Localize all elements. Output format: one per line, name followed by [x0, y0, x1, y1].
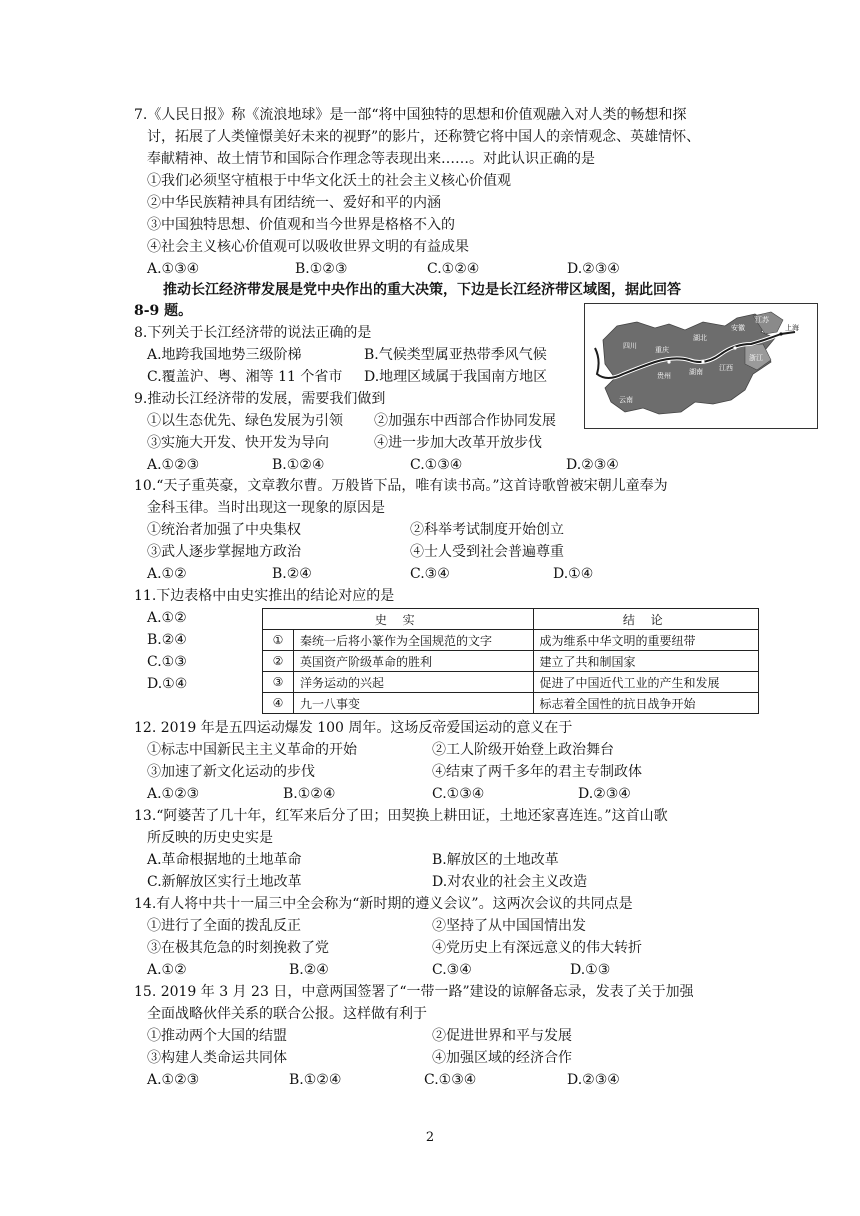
- intro-8-9-line1: 推动长江经济带发展是党中央作出的重大决策，下边是长江经济带区域图，据此回答: [163, 282, 681, 298]
- q10-item-1: ①统治者加强了中央集权: [147, 522, 301, 538]
- q14-option-c: C.③④: [432, 962, 472, 978]
- q11-option-c: C.①③: [147, 654, 187, 670]
- q15-option-c: C.①③④: [424, 1072, 477, 1088]
- q14-item-4: ④党历史上有深远意义的伟大转折: [432, 940, 642, 956]
- q8-option-d: D.地理区域属于我国南方地区: [364, 369, 548, 385]
- map-label-jiangxi: 江西: [719, 364, 733, 372]
- q9-item-4: ④进一步加大改革开放步伐: [374, 435, 542, 451]
- table-row: [263, 672, 759, 693]
- q7-stem-line2: 讨，拓展了人类憧憬美好未来的视野”的影片，还称赞它将中国人的亲情观念、英雄情怀、: [147, 129, 701, 145]
- q7-item-3: ③中国独特思想、价值观和当今世界是格格不入的: [147, 217, 455, 233]
- q12-option-b: B.①②④: [283, 786, 336, 802]
- q14-option-b: B.②④: [289, 962, 329, 978]
- q11-option-a: A.①②: [147, 610, 187, 626]
- q11-option-d: D.①④: [147, 676, 188, 692]
- q14-stem: 14.有人将中共十一届三中全会称为“新时期的遵义会议”。这两次会议的共同点是: [134, 896, 633, 912]
- q13-stem-line2: 所反映的历史史实是: [147, 830, 273, 846]
- q7-option-b: B.①②③: [295, 261, 348, 277]
- table-cell-fact: 英国资产阶级革命的胜利: [294, 651, 534, 672]
- q14-item-2: ②坚持了从中国国情出发: [432, 918, 586, 934]
- q15-option-a: A.①②③: [147, 1072, 200, 1088]
- q10-option-b: B.②④: [272, 566, 312, 582]
- q12-item-1: ①标志中国新民主主义革命的开始: [147, 742, 357, 758]
- q7-item-4: ④社会主义核心价值观可以吸收世界文明的有益成果: [147, 239, 469, 255]
- q7-option-a: A.①③④: [147, 261, 200, 277]
- table-row-number: ③: [263, 672, 294, 693]
- q9-option-c: C.①③④: [410, 457, 463, 473]
- table-row: [263, 630, 759, 651]
- map-label-shanghai: 上海: [785, 324, 799, 332]
- q7-stem-line3: 奉献精神、故土情节和国际合作理念等表现出来……。对此认识正确的是: [147, 151, 595, 167]
- table-header-fact: 史 实: [263, 609, 534, 630]
- q13-option-b: B.解放区的土地改革: [432, 852, 559, 868]
- table-cell-fact: 洋务运动的兴起: [294, 672, 534, 693]
- q15-option-d: D.②③④: [567, 1072, 620, 1088]
- q10-option-a: A.①②: [147, 566, 187, 582]
- q12-option-d: D.②③④: [578, 786, 631, 802]
- intro-8-9-line2: 8-9 题。: [134, 303, 193, 319]
- q12-item-4: ④结束了两千多年的君主专制政体: [432, 764, 642, 780]
- table-row-number: ②: [263, 651, 294, 672]
- map-label-chongqing: 重庆: [655, 346, 669, 354]
- q15-item-4: ④加强区域的经济合作: [432, 1050, 572, 1066]
- map-label-guizhou: 贵州: [657, 372, 671, 380]
- table-cell-conclusion: 标志着全国性的抗日战争开始: [533, 693, 759, 714]
- q11-stem: 11.下边表格中由史实推出的结论对应的是: [134, 588, 395, 604]
- q9-option-a: A.①②③: [147, 457, 200, 473]
- table-row: [263, 693, 759, 714]
- q14-item-1: ①进行了全面的拨乱反正: [147, 918, 301, 934]
- q10-item-3: ③武人逐步掌握地方政治: [147, 544, 301, 560]
- q11-option-b: B.②④: [147, 632, 187, 648]
- q15-stem-line2: 全面战略伙伴关系的联合公报。这样做有利于: [147, 1006, 427, 1022]
- q12-stem: 12. 2019 年是五四运动爆发 100 周年。这场反帝爱国运动的意义在于: [134, 720, 573, 736]
- q9-item-2: ②加强东中西部合作协同发展: [374, 413, 556, 429]
- map-graphic: [585, 304, 817, 428]
- q13-stem-line1: 13.“阿婆苦了几十年，红军来后分了田；田契换上耕田证，土地还家喜连连。”这首山歌: [134, 808, 668, 824]
- q9-option-b: B.①②④: [272, 457, 325, 473]
- q12-item-3: ③加速了新文化运动的步伐: [147, 764, 315, 780]
- q9-stem: 9.推动长江经济带的发展，需要我们做到: [134, 391, 386, 407]
- map-label-yunnan: 云南: [619, 396, 633, 404]
- q13-option-c: C.新解放区实行土地改革: [147, 874, 302, 890]
- q7-stem-line1: 7.《人民日报》称《流浪地球》是一部“将中国独特的思想和价值观融入对人类的畅想和探: [134, 107, 687, 123]
- map-label-jiangsu: 江苏: [755, 316, 769, 324]
- table-cell-fact: 九一八事变: [294, 693, 534, 714]
- map-label-hubei: 湖北: [693, 334, 707, 342]
- q13-option-a: A.革命根据地的土地革命: [147, 852, 302, 868]
- q12-option-c: C.①③④: [432, 786, 485, 802]
- q14-option-d: D.①③: [570, 962, 611, 978]
- q12-option-a: A.①②③: [147, 786, 200, 802]
- table-cell-fact: 秦统一后将小篆作为全国规范的文字: [294, 630, 534, 651]
- q15-stem-line1: 15. 2019 年 3 月 23 日，中意两国签署了“一带一路”建设的谅解备忘录，发表了关于加强: [134, 984, 694, 1000]
- q10-option-c: C.③④: [410, 566, 450, 582]
- q10-stem-line1: 10.“天子重英豪，文章教尔曹。万般皆下品，唯有读书高。”这首诗歌曾被宋朝儿童奉为: [134, 478, 668, 494]
- q8-option-b: B.气候类型属亚热带季风气候: [364, 347, 547, 363]
- map-label-sichuan: 四川: [623, 342, 637, 350]
- map-label-zhejiang: 浙江: [749, 354, 763, 362]
- q9-option-d: D.②③④: [566, 457, 619, 473]
- yangtze-economic-belt-map: [584, 303, 818, 429]
- q10-option-d: D.①④: [553, 566, 594, 582]
- page-number: 2: [425, 1130, 435, 1145]
- q8-stem: 8.下列关于长江经济带的说法正确的是: [134, 325, 372, 341]
- table-row-number: ④: [263, 693, 294, 714]
- map-label-anhui: 安徽: [731, 324, 745, 332]
- table-cell-conclusion: 成为维系中华文明的重要纽带: [533, 630, 759, 651]
- q10-stem-line2: 金科玉律。当时出现这一现象的原因是: [147, 500, 385, 516]
- table-header-conclusion: 结 论: [533, 609, 759, 630]
- q8-option-c: C.覆盖沪、粤、湘等 11 个省市: [147, 369, 343, 385]
- q7-option-c: C.①②④: [427, 261, 480, 277]
- history-facts-table: [262, 608, 759, 714]
- table-cell-conclusion: 促进了中国近代工业的产生和发展: [533, 672, 759, 693]
- map-label-hunan: 湖南: [689, 368, 703, 376]
- q14-item-3: ③在极其危急的时刻挽救了党: [147, 940, 329, 956]
- q7-item-1: ①我们必须坚守植根于中华文化沃土的社会主义核心价值观: [147, 173, 511, 189]
- q8-option-a: A.地跨我国地势三级阶梯: [147, 347, 302, 363]
- q9-item-1: ①以生态优先、绿色发展为引领: [147, 413, 343, 429]
- table-header-row: [263, 609, 759, 630]
- table-row: [263, 651, 759, 672]
- q7-item-2: ②中华民族精神具有团结统一、爱好和平的内涵: [147, 195, 441, 211]
- q15-item-1: ①推动两个大国的结盟: [147, 1028, 287, 1044]
- q13-option-d: D.对农业的社会主义改造: [432, 874, 588, 890]
- q15-option-b: B.①②④: [289, 1072, 342, 1088]
- table-row-number: ①: [263, 630, 294, 651]
- q7-option-d: D.②③④: [567, 261, 620, 277]
- q14-option-a: A.①②: [147, 962, 187, 978]
- q15-item-3: ③构建人类命运共同体: [147, 1050, 287, 1066]
- table-cell-conclusion: 建立了共和制国家: [533, 651, 759, 672]
- q10-item-2: ②科举考试制度开始创立: [410, 522, 564, 538]
- q10-item-4: ④士人受到社会普遍尊重: [410, 544, 564, 560]
- q9-item-3: ③实施大开发、快开发为导向: [147, 435, 329, 451]
- q12-item-2: ②工人阶级开始登上政治舞台: [432, 742, 614, 758]
- q15-item-2: ②促进世界和平与发展: [432, 1028, 572, 1044]
